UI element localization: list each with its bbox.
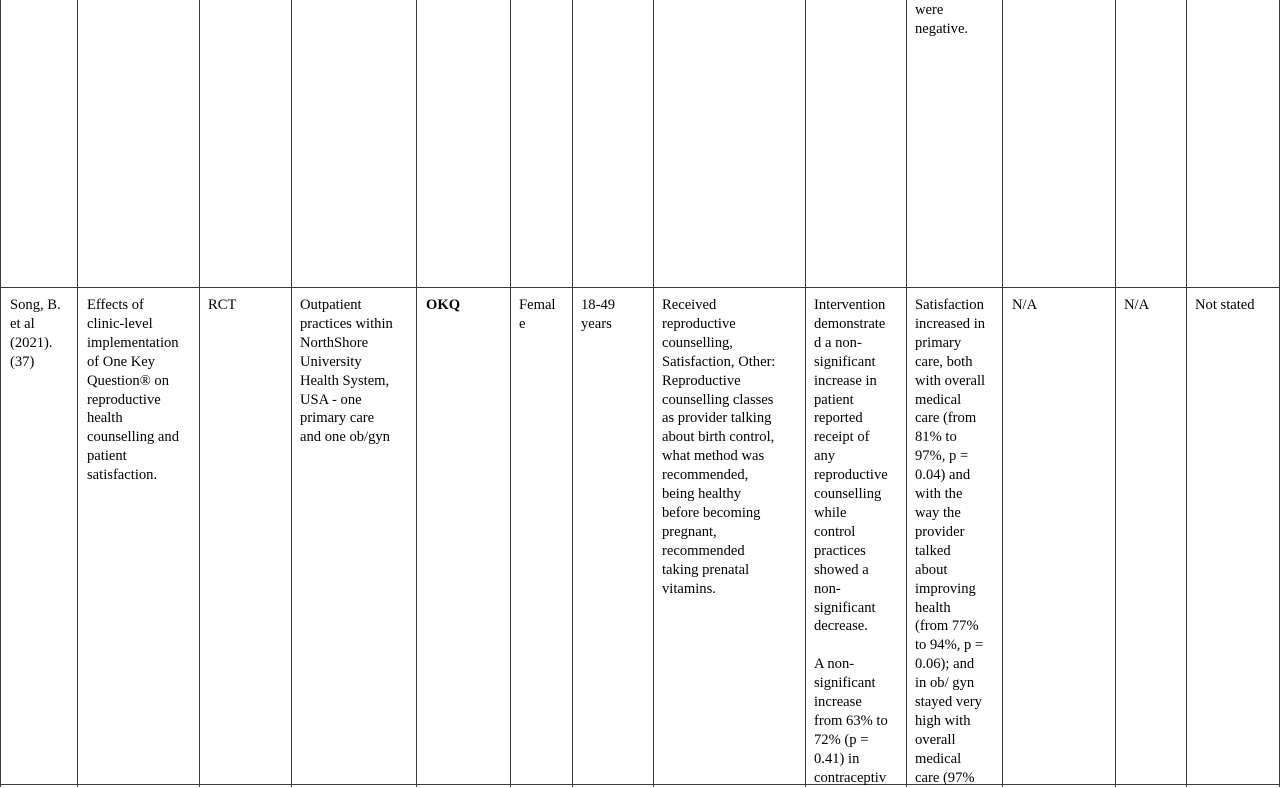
results-satisfaction: Satisfaction increased in primary care, both with overall medical care (from 81% to 97%, p = 0.04) and with the way the provider talked about improving health (from 77% to 94%, p = 0.06); and in ob/ gyn stayed very high with overall medical care (97% — [915, 297, 986, 786]
participant-sex: Femal e — [519, 297, 556, 332]
study-setting: Outpatient practices within NorthShore University Health System, USA - one primary care and one ob/gyn — [300, 297, 393, 446]
outcomes-measured: Received reproductive counselling, Satisfaction, Other: Reproductive counselling classes as provider talking about birth control, what method was recommended, being healthy before becoming pregnant, recommended taking prenatal vitamins. — [662, 297, 776, 597]
intervention-name: OKQ — [426, 297, 461, 313]
study-design: RCT — [208, 297, 237, 313]
previous-results-continuation: were negative. — [915, 2, 969, 37]
column-13-value: Not stated — [1195, 297, 1255, 313]
column-border — [906, 0, 907, 787]
participant-age: 18-49 years — [581, 297, 616, 332]
row-border — [0, 784, 1280, 785]
column-12-value: N/A — [1124, 297, 1150, 313]
column-border — [1002, 0, 1003, 787]
column-border — [1115, 0, 1116, 787]
column-border — [653, 0, 654, 787]
column-border — [1186, 0, 1187, 787]
column-border — [416, 0, 417, 787]
column-border — [77, 0, 78, 787]
column-border — [510, 0, 511, 787]
column-border — [805, 0, 806, 787]
row-border — [0, 287, 1280, 288]
study-citation: Song, B. et al (2021). (37) — [10, 297, 61, 370]
column-border — [0, 0, 1, 787]
study-title: Effects of clinic-level implementation of One Key Question® on reproductive health counselling and patient satisfaction. — [87, 297, 180, 484]
results-counselling: Intervention demonstrate d a non- significant increase in patient reported receipt of any reproductive counselling while control practices showed a non- significant decrease. A non- significant increase from 63% to 72% (p = 0.41) in contraceptiv — [814, 297, 888, 786]
column-border — [291, 0, 292, 787]
column-border — [199, 0, 200, 787]
column-11-value: N/A — [1012, 297, 1038, 313]
column-border — [572, 0, 573, 787]
